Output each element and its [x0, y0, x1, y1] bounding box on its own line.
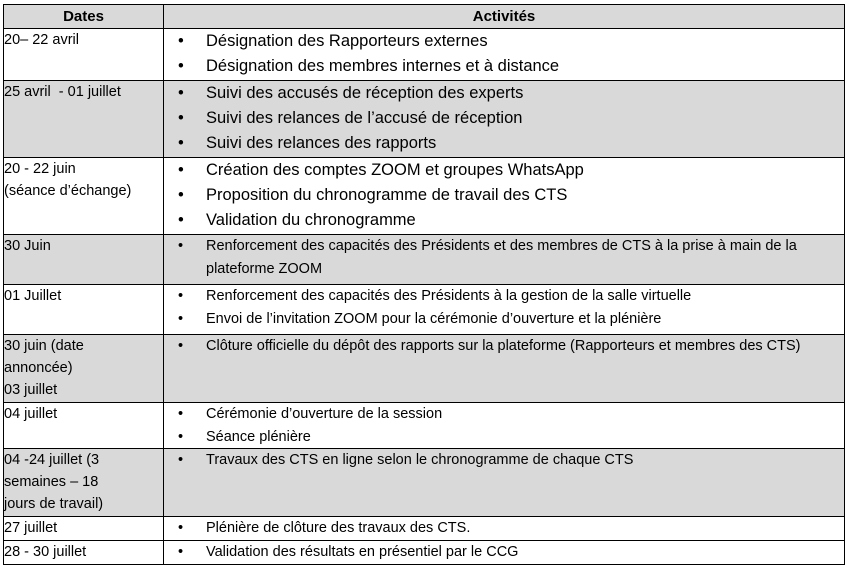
activity-list: [164, 541, 844, 564]
date-text: (séance d’échange): [4, 183, 132, 199]
date-text: 30 juin (date: [4, 338, 84, 354]
date-cell: [4, 449, 164, 517]
table-row: [4, 335, 845, 403]
activities-cell: [164, 235, 845, 285]
table-row: [4, 29, 845, 81]
date-cell: [4, 158, 164, 235]
activity-item: • Suivi des accusés de réception des experts: [164, 81, 844, 106]
activities-cell: [164, 335, 845, 403]
activity-list: [164, 235, 844, 280]
date-cell: [4, 403, 164, 449]
date-cell: [4, 235, 164, 285]
table-row: [4, 517, 845, 541]
date-cell: [4, 335, 164, 403]
activity-item: • Création des comptes ZOOM et groupes WhatsApp: [164, 158, 844, 183]
activities-cell: [164, 449, 845, 517]
activity-item: • Désignation des membres internes et à distance: [164, 54, 844, 79]
activities-cell: [164, 285, 845, 335]
activities-cell: [164, 81, 845, 158]
table-row: [4, 285, 845, 335]
activity-list: [164, 449, 844, 472]
activity-item: • Renforcement des capacités des Présidents à la gestion de la salle virtuelle: [164, 285, 844, 308]
activity-item: • Suivi des relances des rapports: [164, 131, 844, 156]
table-row: [4, 403, 845, 449]
table-row: [4, 235, 845, 285]
activity-item: • Désignation des Rapporteurs externes: [164, 29, 844, 54]
date-text: 03 juillet: [4, 382, 58, 398]
date-cell: [4, 541, 164, 565]
activity-item: • Séance plénière: [164, 426, 844, 449]
activity-list: [164, 81, 844, 156]
date-text: 25 avril - 01 juillet: [4, 84, 121, 100]
activity-item: • Cérémonie d’ouverture de la session: [164, 403, 844, 426]
date-cell: [4, 81, 164, 158]
date-text: 28 - 30 juillet: [4, 544, 87, 560]
table-row: [4, 158, 845, 235]
activity-list: [164, 29, 844, 79]
activity-item: • Plénière de clôture des travaux des CTS.: [164, 517, 844, 540]
activity-list: [164, 158, 844, 233]
header-activities: Activités: [164, 5, 845, 29]
activities-cell: [164, 541, 845, 565]
activities-cell: [164, 29, 845, 81]
table-row: [4, 541, 845, 565]
header-dates: Dates: [4, 5, 164, 29]
schedule-table: [3, 4, 845, 565]
activity-item: • Suivi des relances de l’accusé de réception: [164, 106, 844, 131]
header-row: [4, 5, 845, 29]
activity-list: [164, 403, 844, 448]
date-text: 04 -24 juillet (3: [4, 452, 100, 468]
date-text: annoncée): [4, 360, 73, 376]
table-row: [4, 81, 845, 158]
activities-cell: [164, 517, 845, 541]
activities-cell: [164, 158, 845, 235]
date-text: 30 Juin: [4, 238, 51, 254]
activity-item: • Validation des résultats en présentiel par le CCG: [164, 541, 844, 564]
date-text: 04 juillet: [4, 406, 58, 422]
date-text: semaines – 18: [4, 474, 99, 490]
activity-list: [164, 517, 844, 540]
activity-item: • Envoi de l’invitation ZOOM pour la cérémonie d’ouverture et la plénière: [164, 308, 844, 331]
activity-item: • Travaux des CTS en ligne selon le chronogramme de chaque CTS: [164, 449, 844, 472]
date-text: 27 juillet: [4, 520, 58, 536]
activity-item: • Validation du chronogramme: [164, 208, 844, 233]
activity-item: • Renforcement des capacités des Présidents et des membres de CTS à la prise à main de la plateforme ZOOM: [164, 235, 844, 280]
date-cell: [4, 29, 164, 81]
date-text: 20 - 22 juin: [4, 161, 76, 177]
activities-cell: [164, 403, 845, 449]
activity-list: [164, 285, 844, 330]
date-text: 01 Juillet: [4, 288, 62, 304]
activity-item: • Proposition du chronogramme de travail des CTS: [164, 183, 844, 208]
date-text: jours de travail): [4, 496, 104, 512]
date-cell: [4, 517, 164, 541]
table-row: [4, 449, 845, 517]
activity-item: • Clôture officielle du dépôt des rapports sur la plateforme (Rapporteurs et membres des CTS): [164, 335, 844, 358]
date-text: 20– 22 avril: [4, 32, 79, 48]
date-cell: [4, 285, 164, 335]
schedule-body: [4, 29, 845, 565]
activity-list: [164, 335, 844, 358]
